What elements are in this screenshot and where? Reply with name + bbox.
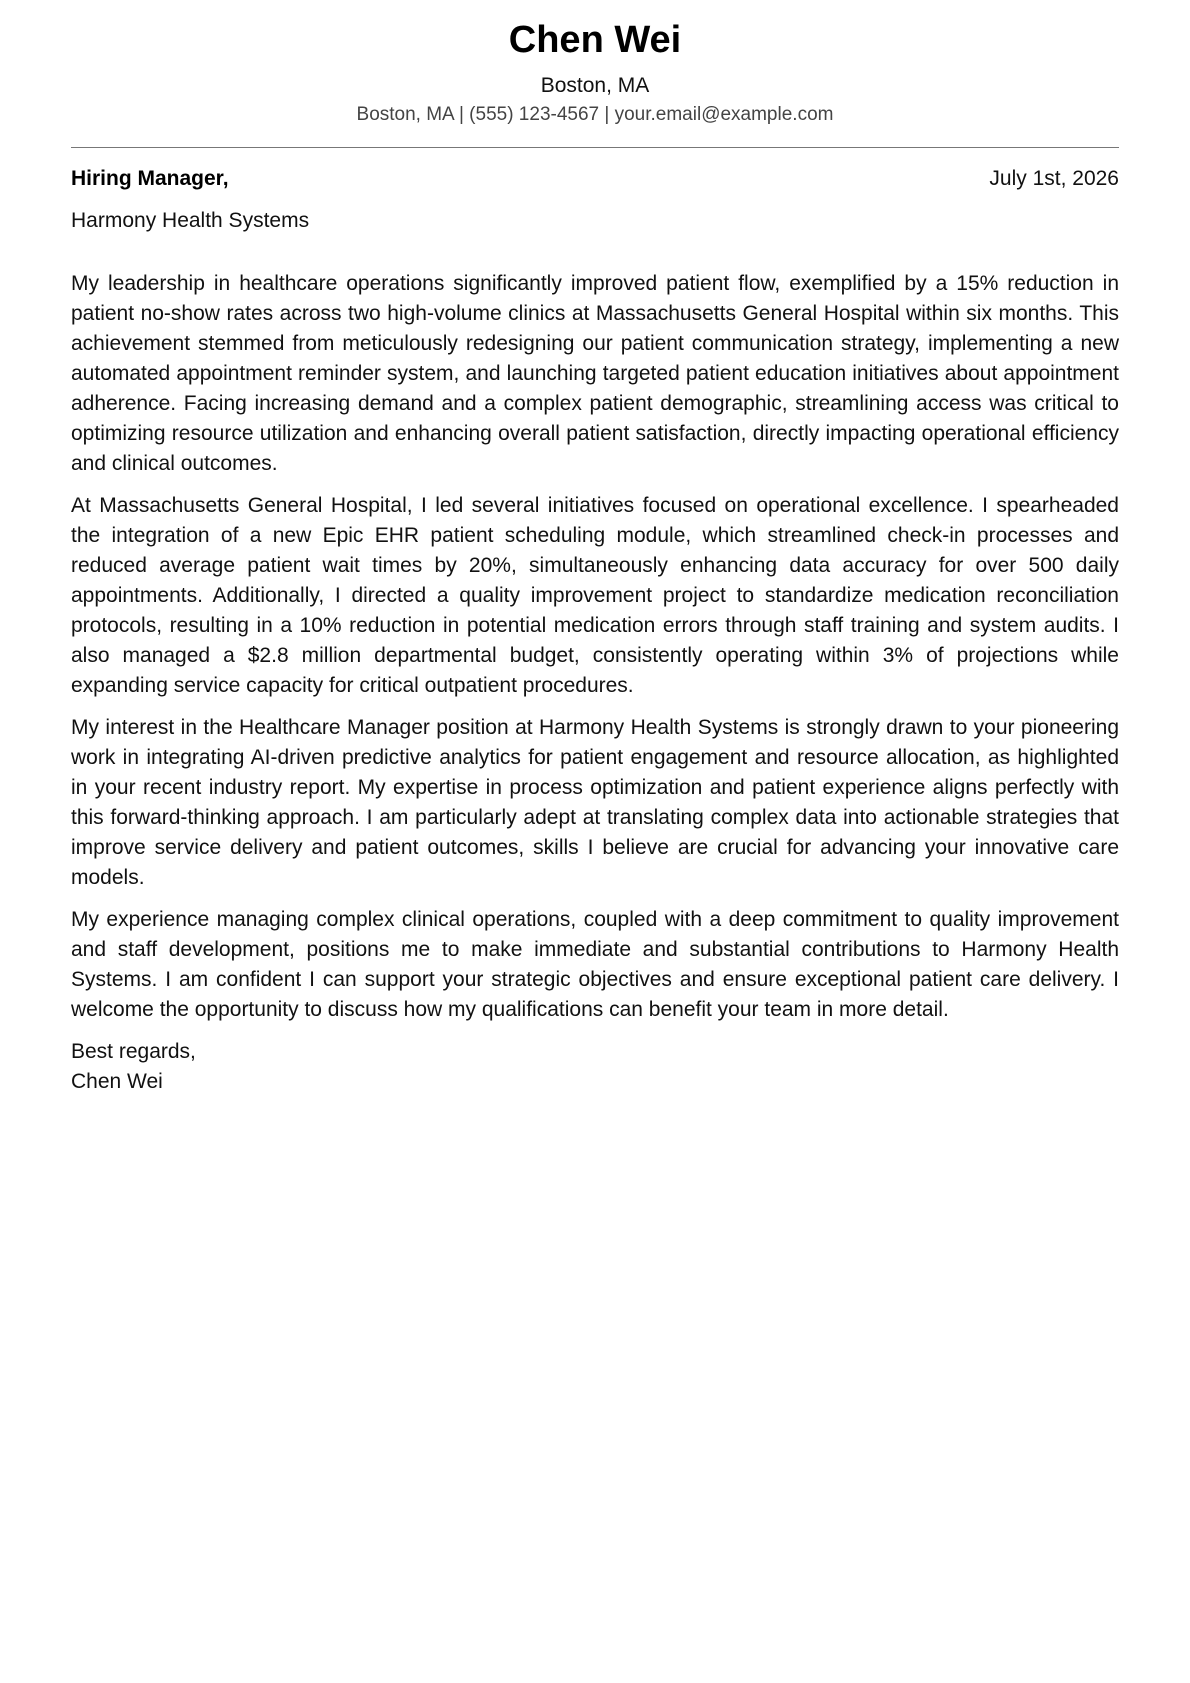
letter-header <box>71 0 1119 128</box>
body-paragraph: At Massachusetts General Hospital, I led several initiatives focused on operational excellence. I spearheaded the integration of a new Epic EHR patient scheduling module, which streamlined check-in processes and reduced average patient wait times by 20%, simultaneously enhancing data accuracy for over 500 daily appointments. Additionally, I directed a quality improvement project to standardize medication reconciliation protocols, resulting in a 10% reduction in potential medication errors through staff training and system audits. I also managed a $2.8 million departmental budget, consistently operating within 3% of projections while expanding service capacity for critical outpatient procedures. <box>71 494 1119 697</box>
letter-date: July 1st, 2026 <box>989 167 1119 190</box>
body-paragraph: My interest in the Healthcare Manager position at Harmony Health Systems is strongly drawn to your pioneering work in integrating AI-driven predictive analytics for patient engagement and resource allocation, as highlighted in your recent industry report. My expertise in process optimization and patient experience aligns perfectly with this forward-thinking approach. I am particularly adept at translating complex data into actionable strategies that improve service delivery and patient outcomes, skills I believe are crucial for advancing your innovative care models. <box>71 716 1119 889</box>
applicant-name: Chen Wei <box>508 19 682 61</box>
signature-name: Chen Wei <box>71 1070 163 1093</box>
header-divider <box>71 147 1119 148</box>
recipient-salutation: Hiring Manager, <box>71 167 229 190</box>
applicant-location: Boston, MA <box>540 74 650 97</box>
company-name: Harmony Health Systems <box>71 209 310 232</box>
body-paragraph: My leadership in healthcare operations significantly improved patient flow, exemplified by a 15% reduction in patient no-show rates across two high-volume clinics at Massachusetts General Hospital within six months. This achievement stemmed from meticulously redesigning our patient communication strategy, implementing a new automated appointment reminder system, and launching targeted patient education initiatives about appointment adherence. Facing increasing demand and a complex patient demographic, streamlining access was critical to optimizing resource utilization and enhancing overall patient satisfaction, directly impacting operational efficiency and clinical outcomes. <box>71 272 1119 475</box>
body-paragraph: My experience managing complex clinical operations, coupled with a deep commitment to quality improvement and staff development, positions me to make immediate and substantial contributions to Harmony Health Systems. I am confident I can support your strategic objectives and ensure exceptional patient care delivery. I welcome the opportunity to discuss how my qualifications can benefit your team in more detail. <box>71 908 1119 1021</box>
letter-body <box>71 269 1119 1025</box>
contact-line: Boston, MA | (555) 123-4567 | your.email@example.com <box>356 104 834 125</box>
closing-phrase: Best regards, <box>71 1040 196 1063</box>
recipient-date-row <box>71 164 1119 194</box>
letter-closing-block <box>71 1037 1119 1097</box>
